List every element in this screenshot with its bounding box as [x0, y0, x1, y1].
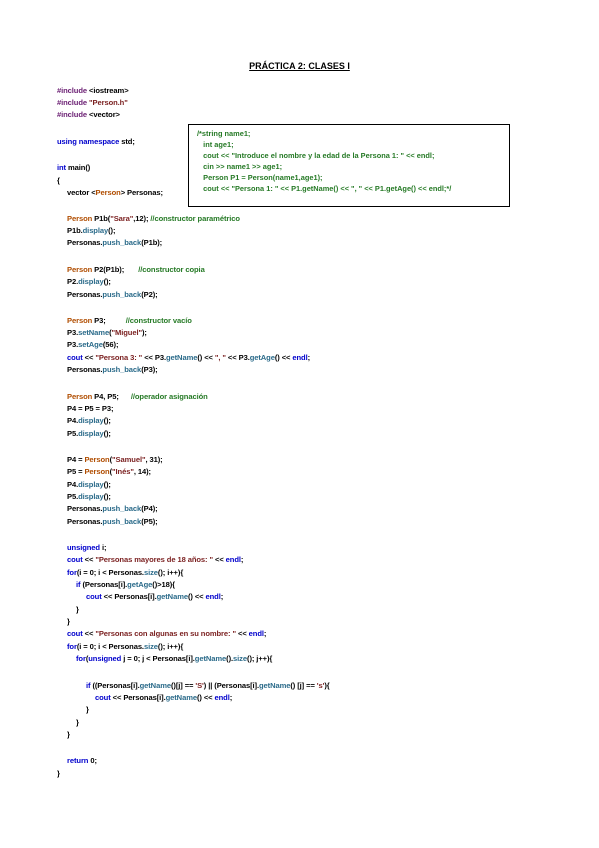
code-token: cout — [67, 353, 85, 362]
code-token: #include — [57, 98, 90, 107]
code-token: (); — [103, 492, 111, 501]
code-token: Personas. — [67, 504, 103, 513]
code-line — [67, 226, 115, 236]
code-token: P5. — [67, 429, 79, 438]
code-token: } — [67, 730, 70, 739]
page-title: PRÁCTICA 2: CLASES I — [249, 61, 350, 71]
code-token: push_back — [102, 517, 142, 526]
code-token: <iostream> — [89, 86, 129, 95]
comment-token: cin >> name1 >> age1; — [197, 162, 283, 171]
code-line — [95, 693, 232, 703]
code-token: display — [78, 416, 104, 425]
code-token: j = 0; j < Personas[i]. — [123, 654, 195, 663]
code-token: getAge — [249, 353, 275, 362]
code-token: unsigned — [88, 654, 124, 663]
code-token: "Inés" — [112, 467, 134, 476]
code-line — [57, 163, 90, 173]
code-token: } — [76, 605, 79, 614]
code-token: (P4); — [141, 504, 158, 513]
code-token: << — [84, 353, 96, 362]
code-token: << — [84, 629, 96, 638]
code-token: (P2); — [141, 290, 158, 299]
code-line — [67, 328, 147, 338]
code-token: display — [78, 277, 104, 286]
code-token: ((Personas[i]. — [92, 681, 140, 690]
code-line — [67, 642, 183, 652]
comment-box — [188, 124, 510, 207]
comment-line — [197, 151, 434, 161]
code-token: (); — [103, 416, 111, 425]
code-token: push_back — [102, 365, 142, 374]
code-token: Person — [67, 392, 95, 401]
code-token: << Personas[i]. — [103, 592, 157, 601]
code-token: endl — [292, 353, 308, 362]
code-token: () << — [274, 353, 293, 362]
code-line — [67, 392, 208, 402]
code-token: P4 = P5 = P3; — [67, 404, 114, 413]
code-token: #include — [57, 110, 90, 119]
code-token: ()>18){ — [152, 580, 176, 589]
code-token: P3; — [94, 316, 126, 325]
code-token: getName — [139, 681, 171, 690]
code-token: , 31); — [145, 455, 163, 464]
code-token: Personas. — [67, 517, 103, 526]
code-line — [67, 188, 163, 198]
code-token: ( — [109, 467, 113, 476]
code-token: unsigned — [67, 543, 102, 552]
code-token: size — [233, 654, 248, 663]
code-token: Person — [95, 188, 121, 197]
code-token: getName — [165, 353, 198, 362]
code-token: endl — [225, 555, 241, 564]
code-token: main() — [68, 163, 91, 172]
code-token: ( — [109, 328, 112, 337]
code-token: "Persona 3: " — [95, 353, 145, 362]
code-token: for — [76, 654, 86, 663]
code-line — [67, 455, 163, 465]
code-token: getName — [194, 654, 227, 663]
code-token: > Personas; — [120, 188, 163, 197]
code-token: ,12); — [133, 214, 151, 223]
code-token: ){ — [324, 681, 330, 690]
code-line — [67, 429, 111, 439]
code-token: for — [67, 568, 77, 577]
code-token: if — [76, 580, 83, 589]
code-token: (); — [103, 277, 111, 286]
code-line — [76, 605, 79, 615]
code-token: cout — [67, 555, 85, 564]
code-token: P4. — [67, 416, 79, 425]
code-token: "Person.h" — [89, 98, 128, 107]
code-line — [67, 504, 158, 514]
code-token: ; — [220, 592, 224, 601]
code-line — [57, 769, 60, 779]
code-token: << P3. — [144, 353, 166, 362]
code-line — [86, 705, 89, 715]
comment-token: cout << "Persona 1: " << P1.getName() << ", " << P1.getAge() << endl;*/ — [197, 184, 452, 193]
code-token: (i = 0; i < Personas. — [76, 642, 144, 651]
code-line — [67, 480, 111, 490]
code-token: (i = 0; i < Personas. — [76, 568, 144, 577]
code-line — [67, 543, 106, 553]
code-line — [67, 416, 111, 426]
comment-line — [197, 173, 323, 183]
code-line — [67, 756, 97, 766]
code-line — [57, 86, 129, 96]
code-line — [67, 238, 162, 248]
code-token: (); — [103, 429, 111, 438]
code-token: 'S' — [195, 681, 204, 690]
code-line — [57, 98, 128, 108]
code-token: display — [78, 429, 104, 438]
code-token: "Samuel" — [112, 455, 146, 464]
code-token: () << — [197, 353, 215, 362]
code-line — [76, 718, 79, 728]
code-line — [67, 568, 183, 578]
code-line — [86, 592, 223, 602]
comment-token: Person P1 = Person(name1,age1); — [197, 173, 323, 182]
comment-token: /*string name1; — [197, 129, 251, 138]
comment-line — [197, 162, 282, 172]
code-token: std; — [121, 137, 135, 146]
code-token: , 14); — [133, 467, 151, 476]
code-token: Person — [84, 467, 110, 476]
code-token: ()[j] == — [170, 681, 196, 690]
code-token: display — [82, 226, 109, 235]
code-token: } — [86, 705, 89, 714]
code-token: ( — [85, 654, 89, 663]
code-token: #include — [57, 86, 90, 95]
code-token: () << — [187, 592, 206, 601]
code-token: P5 = — [67, 467, 85, 476]
code-token: ) || (Personas[i]. — [203, 681, 259, 690]
comment-line — [197, 184, 451, 194]
code-token: (). — [226, 654, 234, 663]
code-token: getName — [258, 681, 291, 690]
code-token: ); — [141, 328, 147, 337]
code-token: (); j++){ — [247, 654, 273, 663]
code-token: Person — [84, 455, 110, 464]
code-line — [67, 555, 243, 565]
code-token: << — [84, 555, 96, 564]
code-token: () [j] == — [290, 681, 317, 690]
code-token: setAge — [78, 340, 103, 349]
code-token: P4. — [67, 480, 79, 489]
code-token: endl — [214, 693, 230, 702]
code-token: push_back — [102, 238, 142, 247]
code-token: } — [76, 718, 79, 727]
code-token: cout — [67, 629, 85, 638]
code-token: endl — [248, 629, 264, 638]
code-token: P4, P5; — [94, 392, 131, 401]
code-token: ; — [307, 353, 311, 362]
code-token: "Personas con algunas en su nombre: " — [95, 629, 238, 638]
code-token: Person — [67, 316, 95, 325]
code-token: } — [57, 769, 60, 778]
code-token: ; — [240, 555, 244, 564]
code-line — [67, 467, 151, 477]
code-token: (56); — [102, 340, 119, 349]
code-line — [67, 265, 205, 275]
code-token: setName — [78, 328, 110, 337]
code-line — [67, 316, 192, 326]
code-token: (); — [108, 226, 116, 235]
code-token: } — [67, 617, 70, 626]
code-token: P1b( — [94, 214, 111, 223]
code-token: (); i++){ — [157, 568, 184, 577]
code-token: //constructor paramétrico — [150, 214, 240, 223]
comment-line — [197, 129, 250, 139]
comment-line — [197, 140, 234, 150]
code-token: P5. — [67, 492, 79, 501]
code-token: (); i++){ — [157, 642, 184, 651]
code-token: if — [86, 681, 93, 690]
code-token: vector < — [67, 188, 96, 197]
code-token: getName — [156, 592, 188, 601]
code-token: ( — [109, 455, 113, 464]
code-line — [67, 340, 118, 350]
code-token: push_back — [102, 504, 142, 513]
code-token: (P1b); — [141, 238, 163, 247]
code-token: //constructor vacío — [125, 316, 192, 325]
code-token: (P5); — [141, 517, 158, 526]
code-line — [57, 176, 60, 186]
code-token: return — [67, 756, 91, 765]
code-token: "Sara" — [110, 214, 134, 223]
code-line — [67, 404, 113, 414]
code-line — [67, 617, 70, 627]
code-token: getAge — [127, 580, 153, 589]
code-token: P4 = — [67, 455, 85, 464]
code-line — [67, 730, 70, 740]
code-token: display — [78, 492, 104, 501]
code-token: i; — [101, 543, 107, 552]
code-token: cout — [95, 693, 113, 702]
code-token: << P3. — [227, 353, 250, 362]
code-line — [67, 353, 310, 363]
code-token: () << — [196, 693, 215, 702]
code-token: P2(P1b); — [94, 265, 139, 274]
code-token: //constructor copia — [138, 265, 205, 274]
code-token: size — [143, 568, 158, 577]
code-token: for — [67, 642, 77, 651]
code-token: << — [214, 555, 226, 564]
code-line — [86, 681, 330, 691]
code-line — [67, 290, 158, 300]
code-line — [76, 654, 272, 664]
code-token: display — [78, 480, 104, 489]
code-line — [67, 517, 158, 527]
code-line — [67, 629, 266, 639]
code-token: ; — [229, 693, 233, 702]
code-token: P3. — [67, 328, 79, 337]
code-line — [67, 214, 240, 224]
code-token: P3. — [67, 340, 79, 349]
code-token: push_back — [102, 290, 142, 299]
code-token: << — [237, 629, 249, 638]
code-token: P2. — [67, 277, 79, 286]
code-token: (Personas[i]. — [82, 580, 128, 589]
code-token: Person — [67, 265, 95, 274]
code-token: cout — [86, 592, 104, 601]
code-token: (P3); — [141, 365, 158, 374]
code-token: int — [57, 163, 68, 172]
code-token: ; — [263, 629, 267, 638]
comment-token: cout << "Introduce el nombre y la edad de la Persona 1: " << endl; — [197, 151, 435, 160]
code-token: //operador asignación — [130, 392, 208, 401]
code-token: "Personas mayores de 18 años: " — [95, 555, 215, 564]
code-token: Personas. — [67, 365, 103, 374]
code-token: <vector> — [89, 110, 120, 119]
code-token: { — [57, 176, 60, 185]
code-token: Personas. — [67, 290, 103, 299]
code-line — [67, 492, 111, 502]
code-token: using namespace — [57, 137, 122, 146]
code-token: Personas. — [67, 238, 103, 247]
code-token: << Personas[i]. — [112, 693, 166, 702]
code-token: "Miguel" — [111, 328, 142, 337]
code-line — [57, 110, 120, 120]
code-token: ", " — [214, 353, 228, 362]
code-token: endl — [205, 592, 221, 601]
code-token: Person — [67, 214, 95, 223]
code-token: 's' — [316, 681, 325, 690]
code-token: (); — [103, 480, 111, 489]
code-token: getName — [165, 693, 197, 702]
code-token: P1b. — [67, 226, 83, 235]
code-token: 0; — [90, 756, 97, 765]
code-line — [57, 137, 135, 147]
comment-token: int age1; — [197, 140, 234, 149]
code-line — [67, 365, 158, 375]
code-line — [76, 580, 175, 590]
code-token: size — [143, 642, 158, 651]
code-line — [67, 277, 111, 287]
